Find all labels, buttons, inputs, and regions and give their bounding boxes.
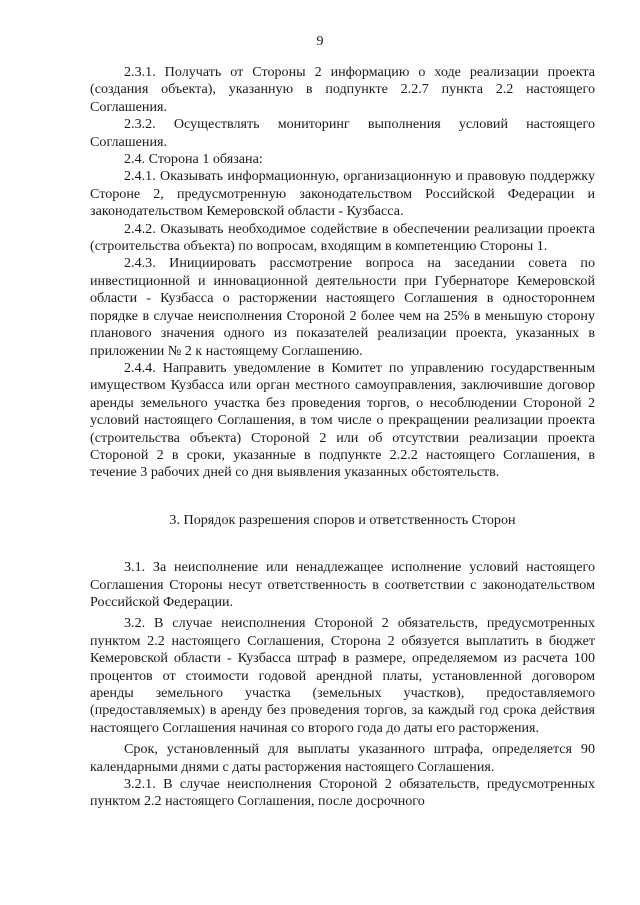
paragraph-2-4: 2.4. Сторона 1 обязана: bbox=[124, 151, 263, 168]
section-heading: 3. Порядок разрешения споров и ответственность Сторон bbox=[169, 511, 516, 528]
paragraph-penalty-term: Срок, установленный для выплаты указанного штрафа, определяется 90 календарными днями с даты расторжения настоящего Соглашения. bbox=[90, 741, 595, 775]
paragraph-2-3-2: 2.3.2. Осуществлять мониторинг выполнения условий настоящего Соглашения. bbox=[90, 116, 595, 150]
paragraph-3-2-1: 3.2.1. В случае неисполнения Стороной 2 обязательств, предусмотренных пунктом 2.2 настоящего Соглашения, после досрочного bbox=[90, 776, 595, 810]
paragraph-2-4-4: 2.4.4. Направить уведомление в Комитет по управлению государственным имуществом Кузбасса или орган местного самоуправления, заключившие договор аренды земельного участка без проведения торгов, о несоблюдении Стороной 2 условий настоящего Соглашения, в том числе о прекращении реализации проекта (строительства объекта) Стороной 2 или об отсутствии реализации проекта Стороной 2 в сроки, указанные в подпункте 2.2.2 настоящего Соглашения, в течение 3 рабочих дней со дня выявления указанных обстоятельств. bbox=[90, 359, 595, 481]
page-number: 9 bbox=[316, 34, 324, 49]
paragraph-2-4-2: 2.4.2. Оказывать необходимое содействие в обеспечении реализации проекта (строительства объекта) по вопросам, входящим в компетенцию Стороны 1. bbox=[90, 220, 595, 255]
paragraph-2-4-3: 2.4.3. Инициировать рассмотрение вопроса на заседании совета по инвестиционной и инновационной деятельности при Губернаторе Кемеровской области - Кузбасса о расторжении настоящего Соглашения в одностороннем порядке в случае неисполнения Стороной 2 более чем на 25% в меньшую сторону планового значения одного из показателей реализации проекта, указанных в приложении № 2 к настоящему Соглашению. bbox=[90, 255, 595, 359]
paragraph-3-2: 3.2. В случае неисполнения Стороной 2 обязательств, предусмотренных пунктом 2.2 настоящего Соглашения, Сторона 2 обязуется выплатить в бюджет Кемеровской области - Кузбасса штраф в размере, определяемом из расчета 100 процентов от стоимости годовой арендной платы, установленной договором аренды земельного участка (земельных участков), предоставляемого (предоставляемых) в аренду без проведения торгов, за каждый год срока действия настоящего Соглашения начиная со второго года до даты его расторжения. bbox=[90, 615, 595, 736]
paragraph-2-4-1: 2.4.1. Оказывать информационную, организационную и правовую поддержку Стороне 2, предусмотренную законодательством Российской Федерации и законодательством Кемеровской области - Кузбасса. bbox=[90, 168, 595, 220]
document-body bbox=[90, 64, 595, 811]
paragraph-2-3-1: 2.3.1. Получать от Стороны 2 информацию о ходе реализации проекта (создания объекта), указанную в подпункте 2.2.7 пункта 2.2 настоящего Соглашения. bbox=[90, 64, 595, 115]
paragraph-3-1: 3.1. За неисполнение или ненадлежащее исполнение условий настоящего Соглашения Стороны несут ответственность в соответствии с законодательством Российской Федерации. bbox=[90, 559, 595, 610]
